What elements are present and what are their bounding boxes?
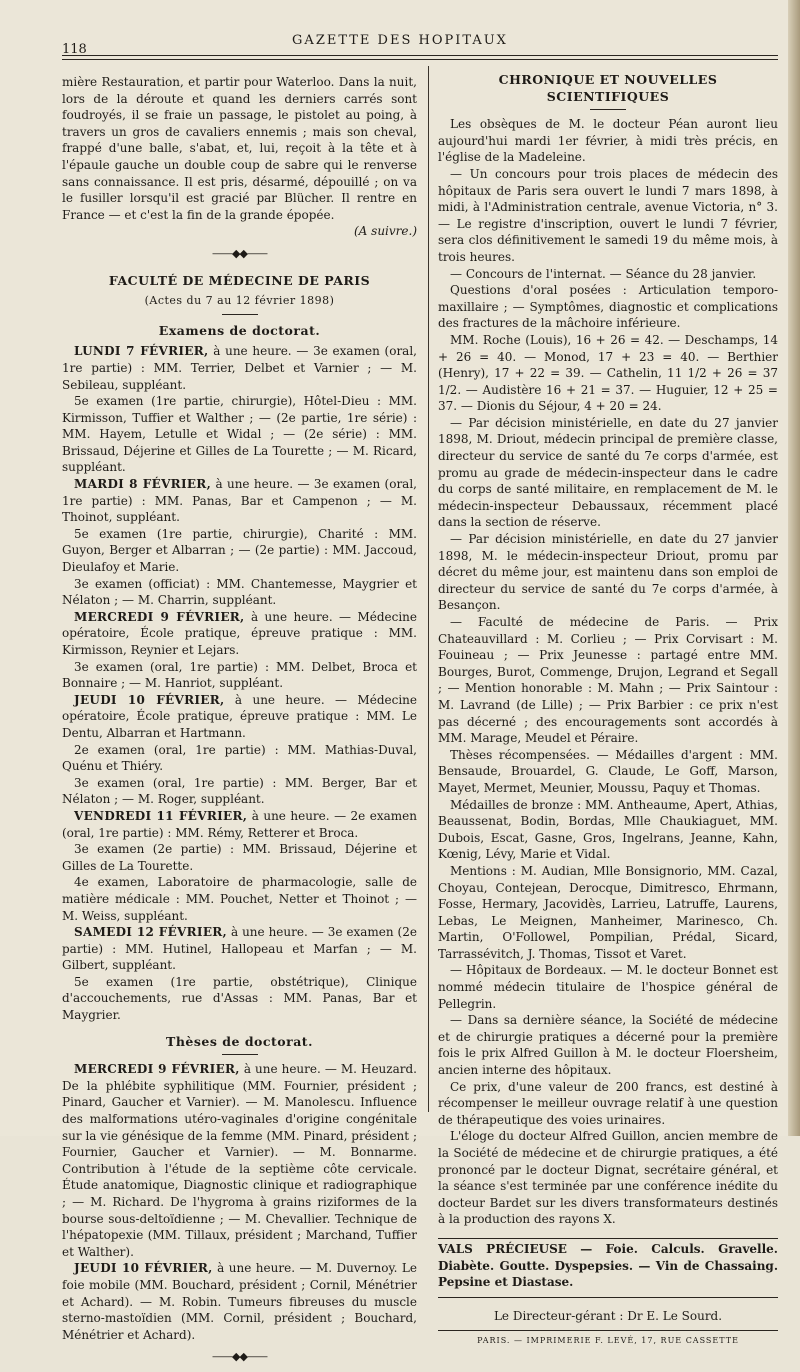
news-paragraph: — Par décision ministérielle, en date du 27 janvier 1898, M. le médecin-inspecteur Driout, promu par décret du même jour, est maintenu dans son emploi de directeur du service de santé du 7e corps d'armée, à Besançon. [438,532,778,613]
header-rule [62,55,778,56]
news-paragraph: — Dans sa dernière séance, la Société de médecine et de chirurgie pratiques a décerné pour la première fois le prix Alfred Guillon à M. le docteur Floersheim, ancien interne des hôpitaux. [438,1013,778,1078]
exam-entry: JEUDI 10 FÉVRIER, à une heure. — Médecine opératoire, École pratique, épreuve pratique : MM. Le Dentu, Albarran et Hartmann. [62,692,417,740]
news-paragraph: Mentions : M. Audian, Mlle Bonsignorio, MM. Cazal, Choyau, Contejean, Derocque, Dimitresco, Ehrmann, Fosse, Hermary, Jacovidès, Larrieu, Latruffe, Laurens, Lebas, Le Meignen, Manheimer, Marinesco, Ch. Martin, O'Followel, Pompilian, Prédal, Sicard, Tarrassévitch, J. Thomas, Tissot et Varet. [438,863,778,961]
exam-entry: VENDREDI 11 FÉVRIER, à une heure. — 2e examen (oral, 1re partie) : MM. Rémy, Retterer et Broca. [62,808,417,840]
column-divider [428,66,429,1112]
ad-rule [438,1238,778,1239]
printer-rule [438,1330,778,1331]
theses-heading: Thèses de doctorat. [166,1033,313,1049]
ornament-divider-bottom: ——◆◆—— [212,1350,267,1364]
exam-entry: MARDI 8 FÉVRIER, à une heure. — 3e examen (oral, 1re partie) : MM. Panas, Bar et Campenon ; — M. Thoinot, suppléant. [62,477,417,525]
exam-entry: 4e examen, Laboratoire de pharmacologie, salle de matière médicale : MM. Pouchet, Netter et Thoinot ; — M. Weiss, suppléant. [62,875,417,923]
header-rule-double [62,59,778,60]
day-label: JEUDI 10 FÉVRIER, [74,1261,213,1276]
page-number: 118 [62,42,87,57]
news-paragraph: — Un concours pour trois places de médecin des hôpitaux de Paris sera ouvert le lundi 7 mars 1898, à midi, à l'Administration centrale, avenue Victoria, n° 3. — Le registre d'inscription, ouvert le lundi 7 février, sera clos définitivement le samedi 19 du même mois, à trois heures. [438,166,778,264]
news-paragraph: — Concours de l'internat. — Séance du 28 janvier. [450,266,757,281]
day-label: JEUDI 10 FÉVRIER, [74,692,225,707]
director-rule [438,1297,778,1298]
day-label: VENDREDI 11 FÉVRIER, [74,808,248,823]
exam-entry: 2e examen (oral, 1re partie) : MM. Mathias-Duval, Quénu et Thiéry. [62,742,417,774]
left-column [62,74,417,1372]
news-paragraph: Ce prix, d'une valeur de 200 francs, est destiné à récompenser le meilleur ouvrage relatif à une question de thérapeutique des voies urinaires. [438,1079,778,1127]
thesis-entry: JEUDI 10 FÉVRIER, à une heure. — M. Duvernoy. Le foie mobile (MM. Bouchard, président ; Cornil, Ménétrier et Achard). — M. Robin. Tumeurs fibreuses du muscle sterno-mastoïdien (MM. Cornil, président ; Bouchard, Ménétrier et Achard). [62,1261,418,1342]
news-paragraph: L'éloge du docteur Alfred Guillon, ancien membre de la Société de médecine et de chirurgie pratiques, a été prononcé par le docteur Dignat, secrétaire général, et la séance s'est terminée par une conférence inédite du docteur Bardet sur les divers transformateurs destinés à la production des rayons X. [438,1129,778,1227]
printer-line: PARIS. — IMPRIMERIE F. LEVÉ, 17, RUE CASSETTE [477,1336,739,1346]
day-label: LUNDI 7 FÉVRIER, [74,344,209,359]
news-paragraph: — Par décision ministérielle, en date du 27 janvier 1898, M. Driout, médecin principal de première classe, directeur du service de santé du 7e corps d'armée, est promu au grade de médecin-inspecteur dans le cadre du corps de santé militaire, en remplacement de M. le médecin-inspecteur Debaussaux, récemment placé dans la section de réserve. [438,415,778,530]
thesis-entry: MERCREDI 9 FÉVRIER, à une heure. — M. Heuzard. De la phlébite syphilitique (MM. Fournier, président ; Pinard, Gaucher et Varnier). — M. Manolescu. Influence des malformations utéro-vaginales d'origine congénitale sur la vie génésique de la femme (MM. Pinard, président ; Fournier, Gaucher et Varnier). — M. Bonnarme. Contribution à l'étude de la septième côte cervicale. Étude anatomique, Diagnostic clinique et radiographique ; — M. Richard. De l'hygroma à grains riziformes de la bourse sous-deltoïdienne ; — M. Chevallier. Technique de l'hépatopexie (MM. Tillaux, président ; Marchand, Tuffier et Walther). [62,1062,417,1259]
page-edge [788,0,800,1136]
short-rule [590,109,626,110]
running-title: GAZETTE DES HOPITAUX [292,33,508,48]
exam-entry: 5e examen (1re partie, chirurgie), Charité : MM. Guyon, Berger et Albarran ; — (2e partie) : MM. Jaccoud, Dieulafoy et Marie. [62,526,417,575]
exam-entry: LUNDI 7 FÉVRIER, à une heure. — 3e examen (oral, 1re partie) : MM. Terrier, Delbet et Varnier ; — M. Sebileau, suppléant. [62,344,417,392]
news-paragraph: — Hôpitaux de Bordeaux. — M. le docteur Bonnet est nommé médecin titulaire de l'hospice général de Pellegrin. [438,963,778,1011]
news-paragraph: Médailles de bronze : MM. Antheaume, Apert, Athias, Beaussenat, Bodin, Bordas, Mlle Chaukiaguet, MM. Dubois, Escat, Gasne, Gros, Ingelrans, Jeanne, Kahn, Kœnig, Lévy, Marie et Vidal. [438,797,778,862]
exam-entry: 3e examen (oral, 1re partie) : MM. Delbet, Broca et Bonnaire ; — M. Hanriot, suppléant. [62,659,417,691]
news-paragraph: Les obsèques de M. le docteur Péan auront lieu aujourd'hui mardi 1er février, à midi très précis, en l'église de la Madeleine. [438,117,778,165]
news-paragraph: — Faculté de médecine de Paris. — Prix Chateauvillard : M. Corlieu ; — Prix Corvisart : M. Fouineau ; — Prix Jeunesse : partagé entre MM. Bourges, Burot, Commenge, Drujon, Legrand et Segall ; — Mention honorable : M. Mahn ; — Prix Saintour : M. Lavrand (de Lille) ; — Prix Barbier : ce prix n'est pas décerné ; des encouragements sont accordés à MM. Marage, Meudel et Péraire. [438,615,778,746]
exam-entry: SAMEDI 12 FÉVRIER, à une heure. — 3e examen (2e partie) : MM. Hutinel, Hallopeau et Marfan ; — M. Gilbert, suppléant. [62,925,417,973]
exams-heading: Examens de doctorat. [158,322,321,338]
exam-entry: 3e examen (oral, 1re partie) : MM. Berger, Bar et Nélaton ; — M. Roger, suppléant. [62,775,417,807]
director-line: Le Directeur-gérant : Dr E. Le Sourd. [493,1308,723,1323]
exam-entry: 3e examen (officiat) : MM. Chantemesse, Maygrier et Nélaton ; — M. Charrin, suppléant. [62,576,417,608]
day-label: SAMEDI 12 FÉVRIER, [74,925,228,940]
news-paragraph: MM. Roche (Louis), 16 + 26 = 42. — Deschamps, 14 + 26 = 40. — Monod, 17 + 23 = 40. — Berthier (Henry), 17 + 22 = 39. — Cathelin, 11 1/2 + 26 = 37 1/2. — Audistère 16 + 21 = 37. — Huguier, 12 + 25 = 37. — Dionis du Séjour, 4 + 20 = 24. [438,332,778,414]
to-follow: (A suivre.) [354,224,417,239]
news-paragraph: Thèses récompensées. — Médailles d'argent : MM. Bensaude, Brouardel, G. Claude, Le Goff, Marson, Mayet, Mermet, Meunier, Moussu, Paquy et Thomas. [438,747,778,795]
intro-paragraph: mière Restauration, et partir pour Waterloo. Dans la nuit, lors de la déroute et quand les derniers carrés sont foudroyés, il se fraie un passage, le pistolet au poing, à travers un gros de cavaliers ennemis ; mais son cheval, frappé d'une balle, s'abat, et, lui, reçoit à la tête et à l'épaule gauche un double coup de sabre qui le renverse sans connaissance. Il est pris, désarmé, dépouillé ; on va le fusiller lorsqu'il est gracié par Blücher. Il rentre en France — et c'est la fin de la grande épopée. [62,75,417,222]
ornament-divider: ——◆◆—— [212,246,267,260]
advertisement: VALS PRÉCIEUSE — Foie. Calculs. Gravelle. Diabète. Goutte. Dyspepsies. — Vin de Chassaing. Pepsine et Diastase. [438,1241,778,1290]
day-label: MERCREDI 9 FÉVRIER, [74,1062,240,1077]
short-rule [222,314,258,315]
news-paragraph: Questions d'oral posées : Articulation temporo-maxillaire ; — Symptômes, diagnostic et complications des fractures de la mâchoire inférieure. [438,283,778,331]
faculty-subheading: (Actes du 7 au 12 février 1898) [144,294,335,308]
chronique-heading: CHRONIQUE ET NOUVELLES SCIENTIFIQUES [498,72,718,104]
right-column [438,68,778,1350]
exam-entry: 5e examen (1re partie, obstétrique), Clinique d'accouchements, rue d'Assas : MM. Panas, Bar et Maygrier. [62,974,417,1023]
faculty-heading: FACULTÉ DE MÉDECINE DE PARIS [108,272,371,288]
short-rule [222,1054,258,1055]
day-label: MERCREDI 9 FÉVRIER, [74,609,245,624]
day-label: MARDI 8 FÉVRIER, [74,477,212,492]
exam-entry: MERCREDI 9 FÉVRIER, à une heure. — Médecine opératoire, École pratique, épreuve pratique : MM. Kirmisson, Reynier et Lejars. [62,609,418,657]
exam-entry: 3e examen (2e partie) : MM. Brissaud, Déjerine et Gilles de La Tourette. [62,842,417,873]
exam-entry: 5e examen (1re partie, chirurgie), Hôtel-Dieu : MM. Kirmisson, Tuffier et Walther ; — (2e partie, 1re série) : MM. Hayem, Letulle et Widal ; — (2e série) : MM. Brissaud, Déjerine et Gilles de La Tourette ; — M. Ricard, suppléant. [62,394,417,475]
